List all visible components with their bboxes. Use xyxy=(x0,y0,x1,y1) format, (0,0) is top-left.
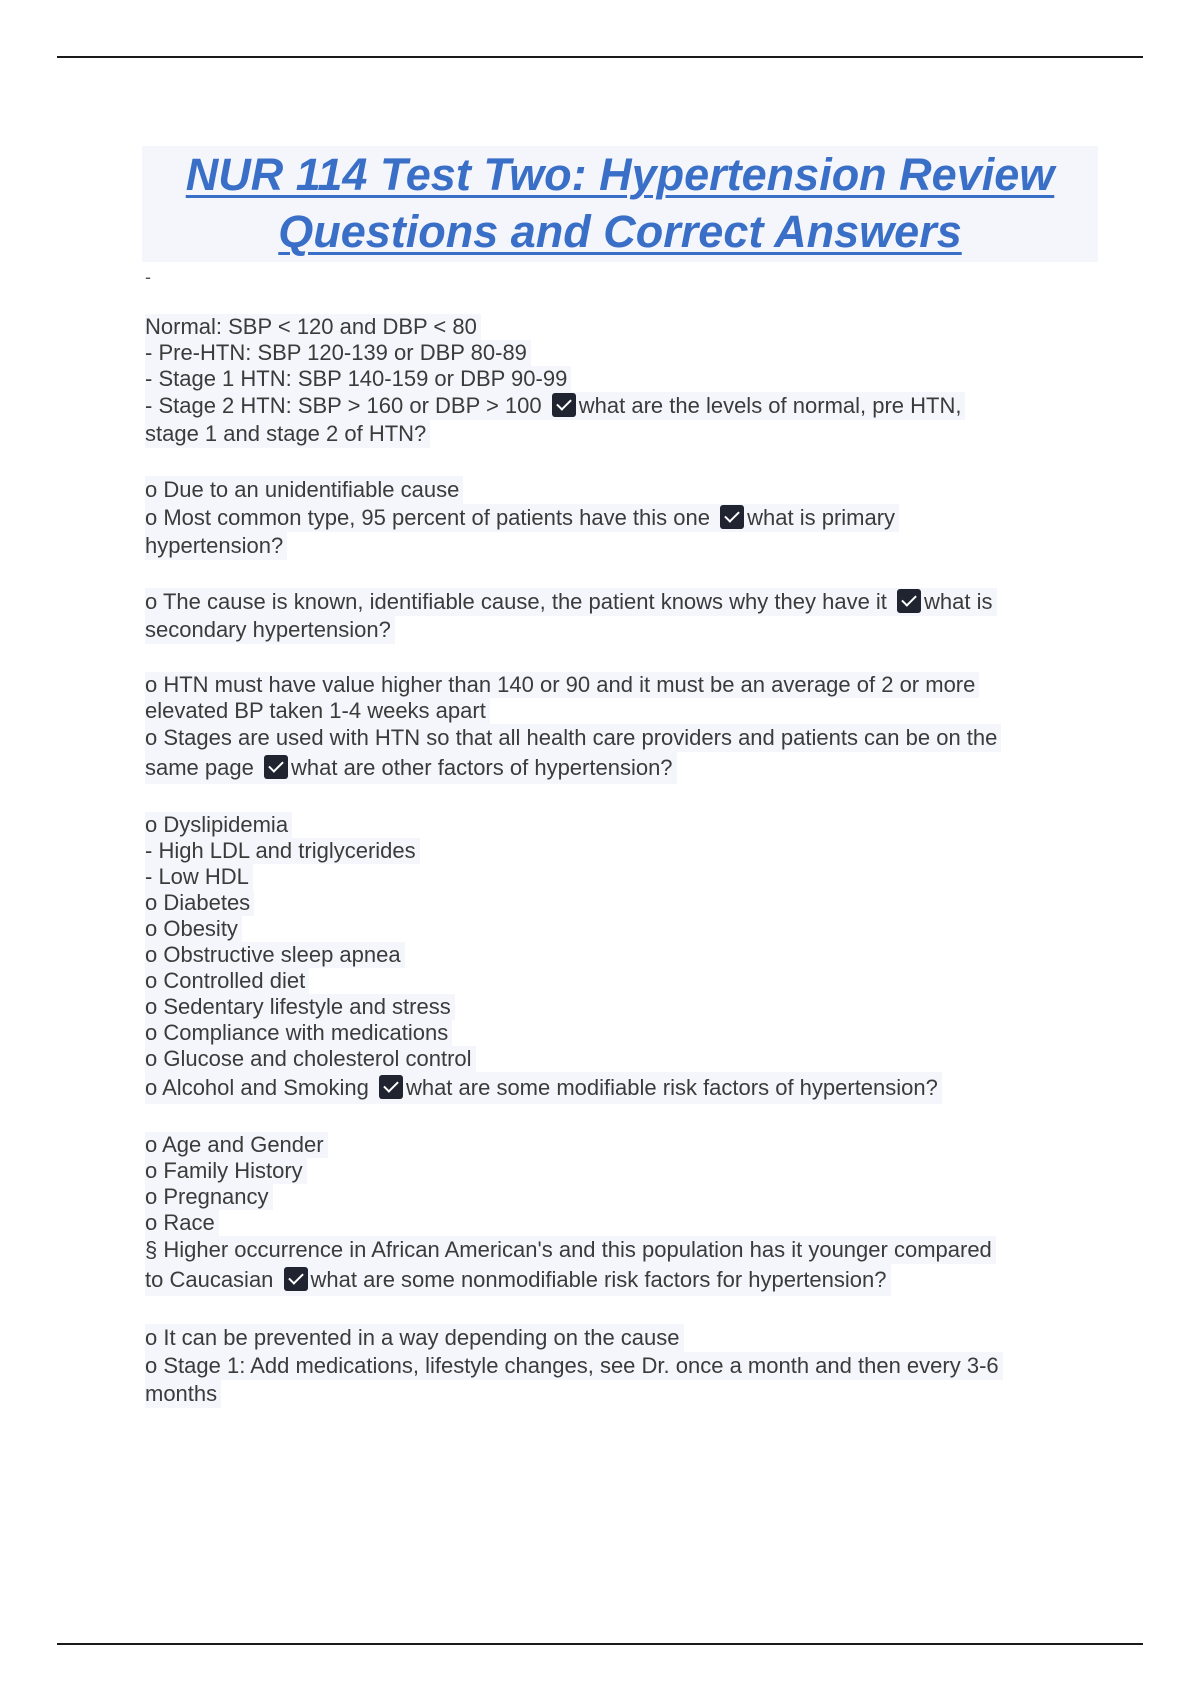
answer-line: o It can be prevented in a way depending on the cause xyxy=(145,1324,684,1352)
answer-line: o Dyslipidemia xyxy=(145,812,292,838)
qa-block-primary-htn xyxy=(145,476,1095,560)
answer-line: o Compliance with medications xyxy=(145,1020,452,1046)
checkmark-icon xyxy=(897,589,921,613)
answer-line: § Higher occurrence in African American's and this population has it younger compared xyxy=(145,1236,996,1264)
answer-line: o Pregnancy xyxy=(145,1184,273,1210)
answer-line: - Pre-HTN: SBP 120-139 or DBP 80-89 xyxy=(145,340,531,366)
answer-line: same page xyxy=(145,755,254,780)
question-text-continued: hypertension? xyxy=(145,532,287,560)
answer-line: - Low HDL xyxy=(145,864,253,890)
question-text: what is primary xyxy=(747,505,896,530)
answer-line: o Alcohol and Smoking xyxy=(145,1075,369,1100)
answer-line: o Most common type, 95 percent of patients have this one xyxy=(145,505,710,530)
answer-line: o HTN must have value higher than 140 or 90 and it must be an average of 2 or more xyxy=(145,672,979,698)
header-rule xyxy=(57,56,1143,58)
answer-line: o Sedentary lifestyle and stress xyxy=(145,994,455,1020)
question-text: what is xyxy=(924,589,993,614)
answer-line: - High LDL and triglycerides xyxy=(145,838,420,864)
answer-line: o Obstructive sleep apnea xyxy=(145,942,405,968)
question-text-continued: stage 1 and stage 2 of HTN? xyxy=(145,420,430,448)
checkmark-icon xyxy=(552,393,576,417)
checkmark-icon xyxy=(379,1075,403,1099)
answer-line: months xyxy=(145,1380,221,1408)
qa-block-prevention xyxy=(145,1324,1095,1408)
answer-line: o Family History xyxy=(145,1158,307,1184)
separator-mark: - xyxy=(145,267,151,287)
question-text: what are some nonmodifiable risk factors for hypertension? xyxy=(310,1267,887,1292)
answer-line: o Glucose and cholesterol control xyxy=(145,1046,476,1072)
answer-line: o Due to an unidentifiable cause xyxy=(145,476,463,504)
answer-line: o Stages are used with HTN so that all health care providers and patients can be on the xyxy=(145,724,1001,752)
answer-line: o Stage 1: Add medications, lifestyle changes, see Dr. once a month and then every 3-6 xyxy=(145,1352,1003,1380)
question-text: what are some modifiable risk factors of hypertension? xyxy=(405,1075,938,1100)
title-line-1: NUR 114 Test Two: Hypertension Review xyxy=(185,149,1055,200)
document-body xyxy=(145,146,1095,1408)
question-text-continued: secondary hypertension? xyxy=(145,616,395,644)
qa-block-modifiable-risk xyxy=(145,812,1095,1104)
question-text: what are other factors of hypertension? xyxy=(290,755,673,780)
answer-line: - Stage 2 HTN: SBP > 160 or DBP > 100 xyxy=(145,393,542,418)
answer-line: to Caucasian xyxy=(145,1267,274,1292)
document-title xyxy=(142,146,1098,262)
qa-block-other-factors xyxy=(145,672,1095,784)
answer-line: o Controlled diet xyxy=(145,968,309,994)
answer-line: o The cause is known, identifiable cause, the patient knows why they have it xyxy=(145,589,887,614)
title-line-2: Questions and Correct Answers xyxy=(278,206,962,257)
question-text: what are the levels of normal, pre HTN, xyxy=(578,393,962,418)
footer-rule xyxy=(57,1643,1143,1645)
answer-line: o Age and Gender xyxy=(145,1132,328,1158)
answer-line: o Obesity xyxy=(145,916,242,942)
checkmark-icon xyxy=(284,1267,308,1291)
answer-line: o Race xyxy=(145,1210,219,1236)
checkmark-icon xyxy=(720,505,744,529)
answer-line: elevated BP taken 1-4 weeks apart xyxy=(145,698,490,724)
qa-block-nonmodifiable-risk xyxy=(145,1132,1095,1296)
qa-block-secondary-htn xyxy=(145,588,1095,644)
qa-block-bp-levels xyxy=(145,314,1095,448)
answer-line: o Diabetes xyxy=(145,890,254,916)
checkmark-icon xyxy=(264,755,288,779)
answer-line: Normal: SBP < 120 and DBP < 80 xyxy=(145,314,481,340)
answer-line: - Stage 1 HTN: SBP 140-159 or DBP 90-99 xyxy=(145,366,571,392)
